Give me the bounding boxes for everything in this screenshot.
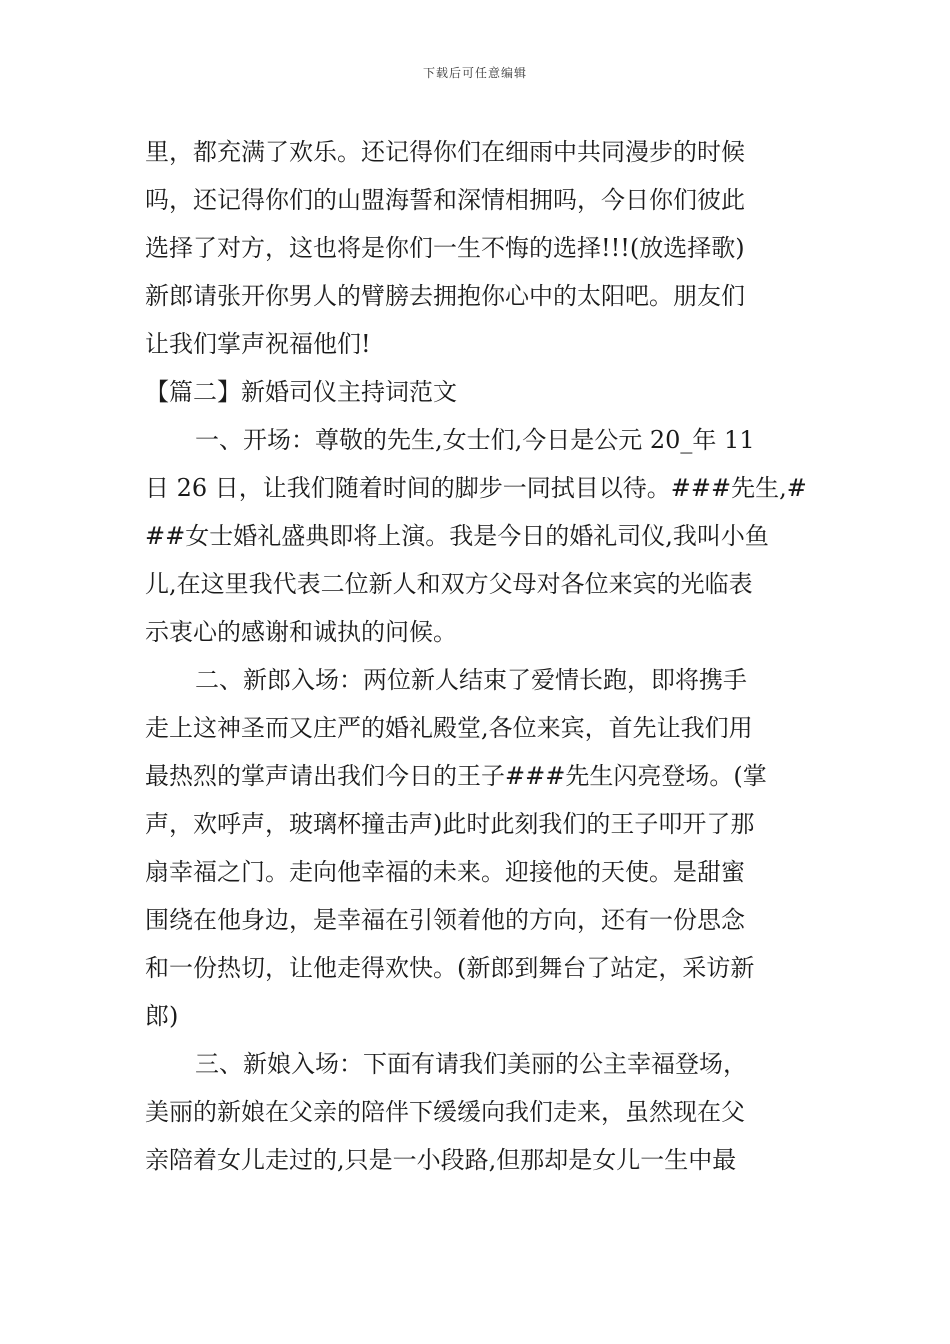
text-line: 日 26 日，让我们随着时间的脚步一同拭目以待。###先生,# [145,474,807,502]
section-heading: 【篇二】新婚司仪主持词范文 [145,378,457,406]
document-body [145,128,810,1184]
text-line: 选择了对方，这也将是你们一生不悔的选择!!!(放选择歌) [145,234,745,262]
text-line: 三、新娘入场：下面有请我们美丽的公主幸福登场， [195,1050,747,1078]
text-line: 示衷心的感谢和诚执的问候。 [145,618,457,646]
text-line: 声，欢呼声，玻璃杯撞击声)此时此刻我们的王子叩开了那 [145,810,755,838]
text-line: 扇幸福之门。走向他幸福的未来。迎接他的天使。是甜蜜 [145,858,745,886]
text-line: 最热烈的掌声请出我们今日的王子###先生闪亮登场。(掌 [145,762,767,790]
text-line: 二、新郎入场：两位新人结束了爱情长跑，即将携手 [195,666,747,694]
text-line: 让我们掌声祝福他们! [145,330,371,358]
text-line: 美丽的新娘在父亲的陪伴下缓缓向我们走来，虽然现在父 [145,1098,745,1126]
text-line: 走上这神圣而又庄严的婚礼殿堂,各位来宾，首先让我们用 [145,714,753,742]
text-line: 一、开场：尊敬的先生,女士们,今日是公元 20_年 11 [195,426,755,454]
text-line: 儿,在这里我代表二位新人和双方父母对各位来宾的光临表 [145,570,753,598]
page-header: 下载后可任意编辑 [422,66,527,80]
text-line: 新郎请张开你男人的臂膀去拥抱你心中的太阳吧。朋友们 [145,282,745,310]
text-line: ##女士婚礼盛典即将上演。我是今日的婚礼司仪,我叫小鱼 [145,522,769,550]
text-line: 亲陪着女儿走过的,只是一小段路,但那却是女儿一生中最 [145,1146,737,1174]
text-line: 围绕在他身边，是幸福在引领着他的方向，还有一份思念 [145,906,745,934]
text-line: 吗，还记得你们的山盟海誓和深情相拥吗，今日你们彼此 [145,186,745,214]
text-line: 里，都充满了欢乐。还记得你们在细雨中共同漫步的时候 [145,138,745,166]
text-line: 郎) [145,1002,179,1030]
text-line: 和一份热切，让他走得欢快。(新郎到舞台了站定，采访新 [145,954,755,982]
